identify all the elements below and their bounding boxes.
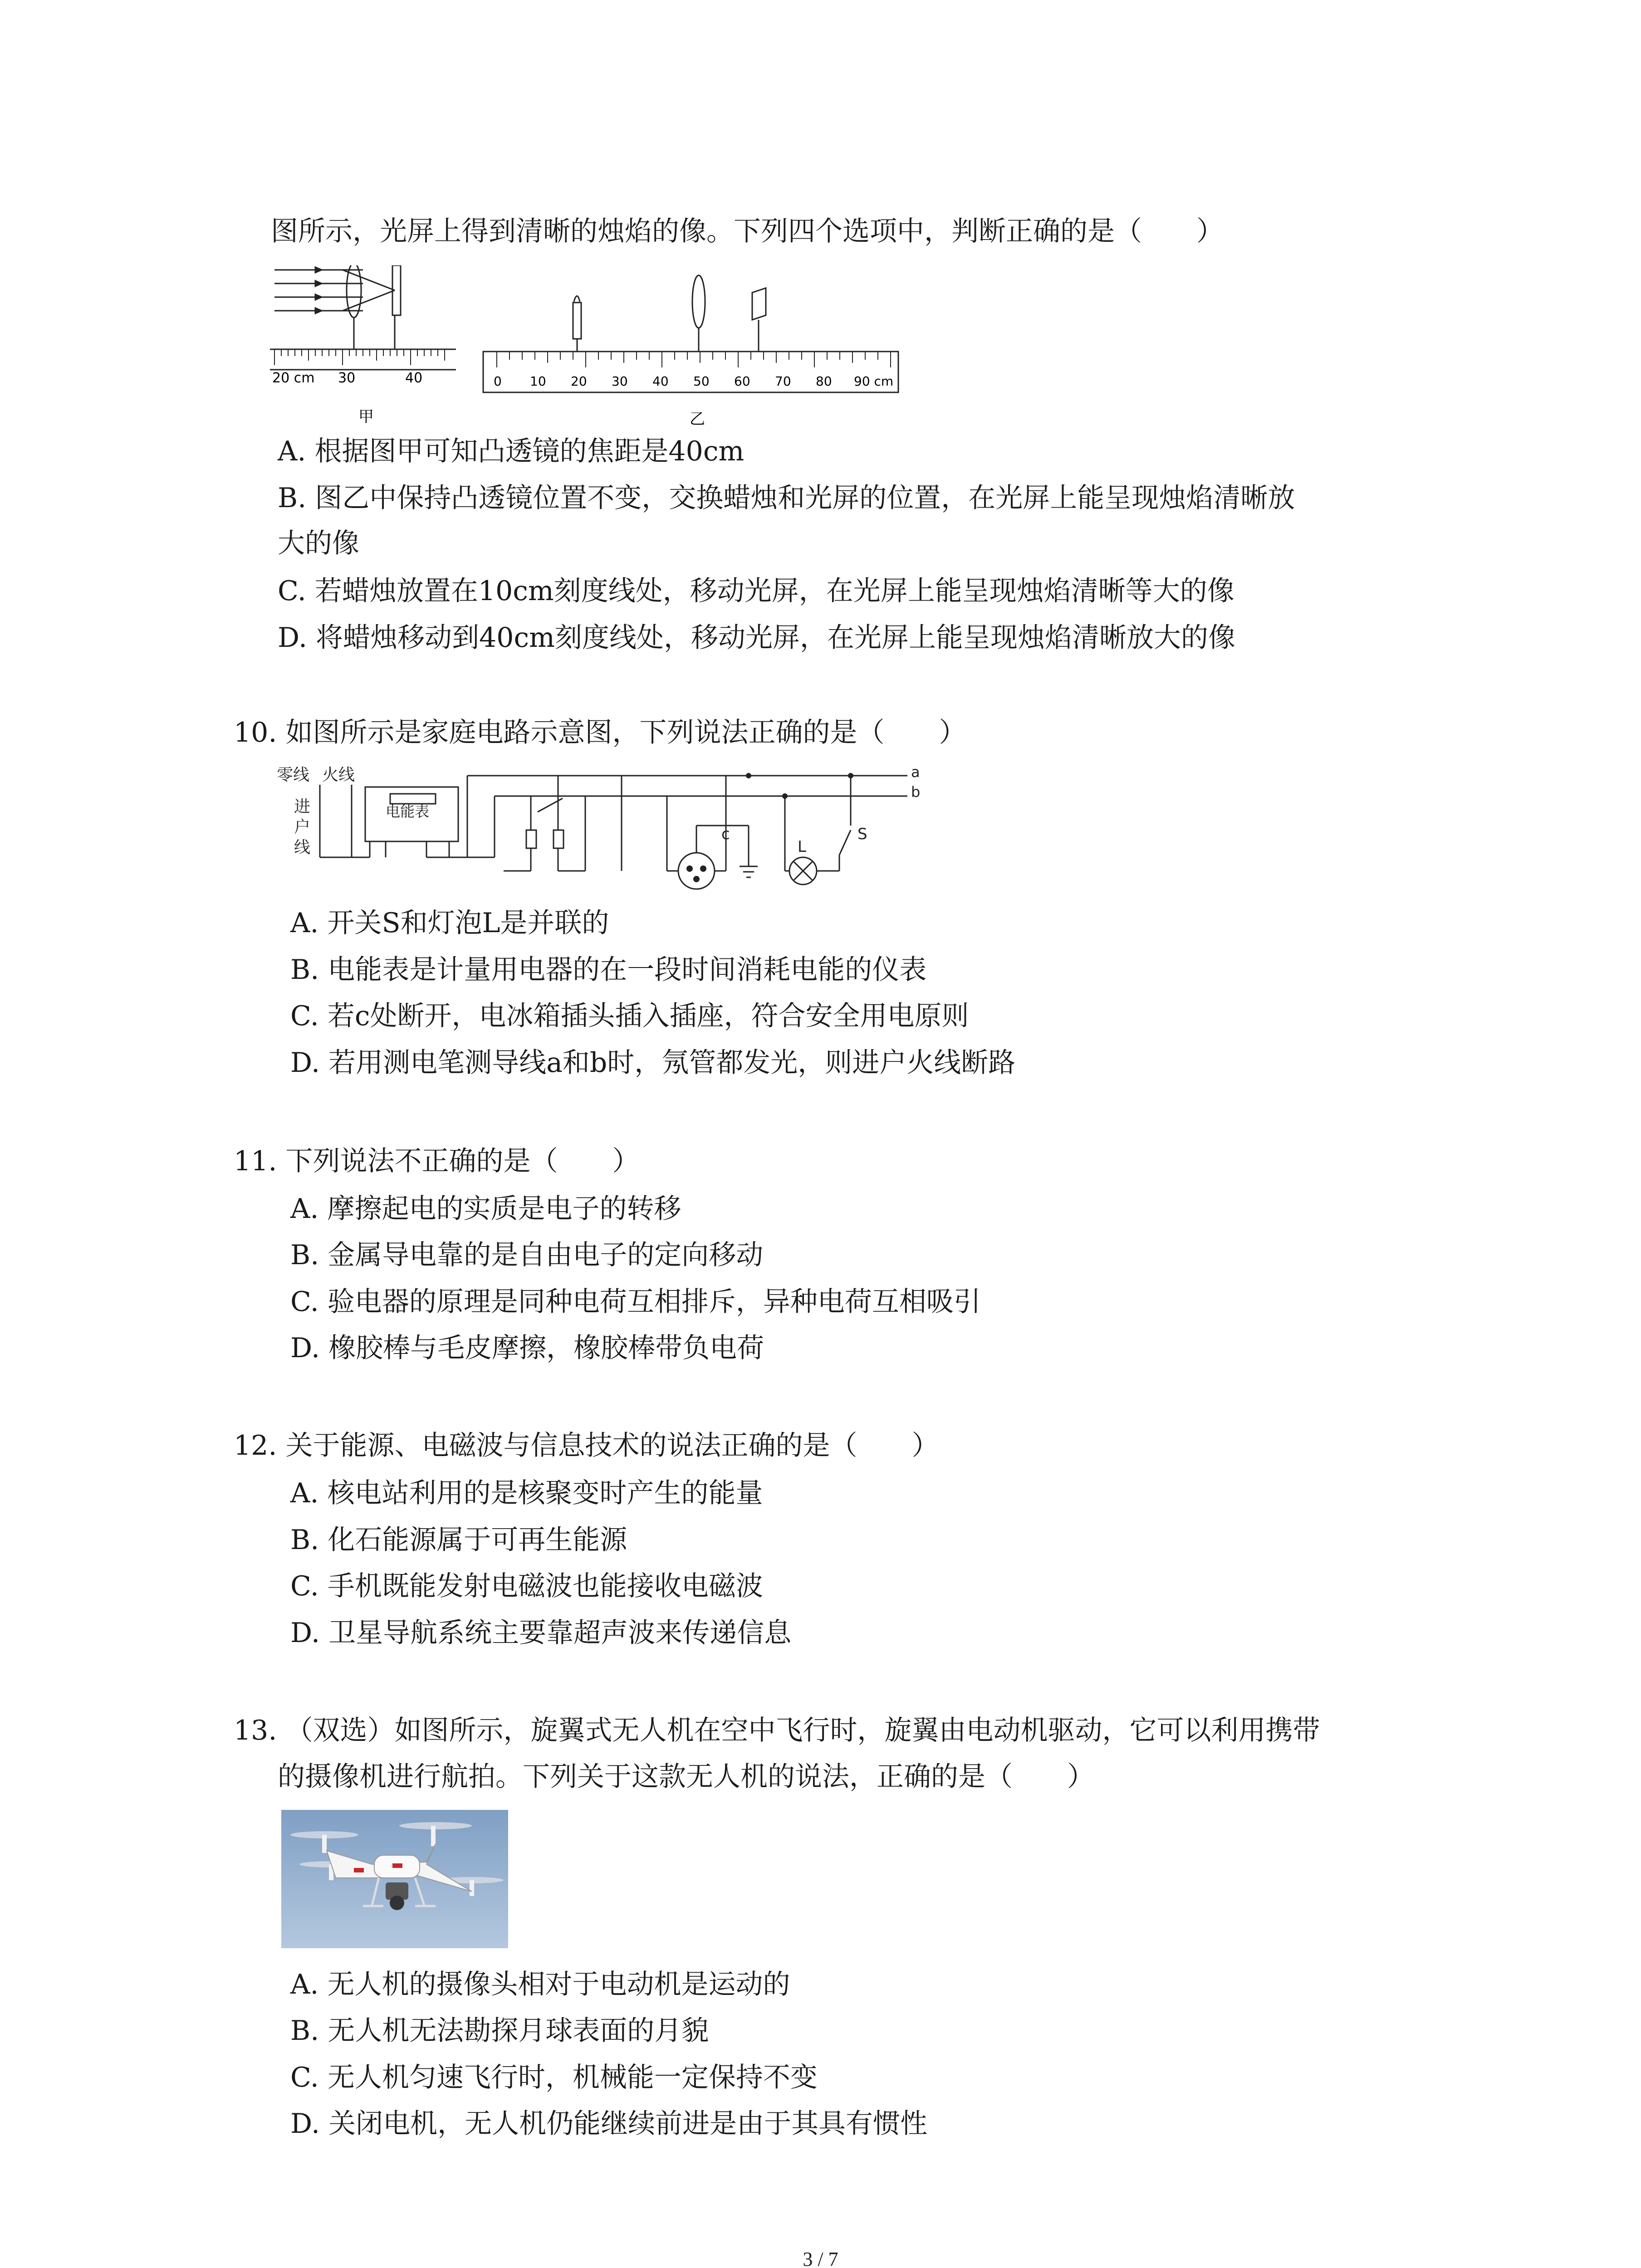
yi-tick-90: 90 cm: [854, 374, 894, 389]
q12-option-d: D. 卫星导航系统主要靠超声波来传递信息: [290, 1617, 792, 1649]
q9-option-b: B. 图乙中保持凸透镜位置不变，交换蜡烛和光屏的位置，在光屏上能呈现烛焰清晰放: [278, 482, 1295, 514]
yi-tick-60: 60: [734, 374, 750, 389]
entry-label-2: 户: [294, 818, 311, 836]
entry-label-1: 进: [294, 797, 311, 816]
q12-option-b: B. 化石能源属于可再生能源: [290, 1524, 627, 1556]
q13-option-c: C. 无人机匀速飞行时，机械能一定保持不变: [290, 2062, 818, 2093]
yi-tick-70: 70: [775, 374, 791, 389]
jia-tick-40: 40: [405, 370, 423, 386]
yi-caption: 乙: [690, 410, 705, 428]
neutral-label: 零线: [277, 766, 310, 784]
q9-option-c: C. 若蜡烛放置在10cm刻度线处，移动光屏，在光屏上能呈现烛焰清晰等大的像: [278, 575, 1234, 607]
q9-figure-jia: [270, 265, 460, 438]
live-label: 火线: [322, 766, 355, 784]
q12-option-c: C. 手机既能发射电磁波也能接收电磁波: [290, 1570, 763, 1602]
wire-a-label: a: [911, 763, 920, 781]
jia-tick-30: 30: [338, 370, 356, 386]
jia-tick-20: 20 cm: [272, 370, 315, 386]
wire-b-label: b: [911, 783, 921, 801]
q10-option-c: C. 若c处断开，电冰箱插头插入插座，符合安全用电原则: [290, 1000, 969, 1032]
yi-tick-10: 10: [530, 374, 546, 389]
q11-option-a: A. 摩擦起电的实质是电子的转移: [290, 1193, 681, 1225]
q10-stem: 10. 如图所示是家庭电路示意图，下列说法正确的是（ ）: [234, 717, 966, 748]
q13-stem-line1: 13. （双选）如图所示，旋翼式无人机在空中飞行时，旋翼由电动机驱动，它可以利用携带: [234, 1715, 1320, 1746]
page-number: 3 / 7: [803, 2248, 838, 2268]
q10-circuit-diagram: [277, 762, 944, 903]
q9-option-b-cont: 大的像: [278, 528, 359, 559]
q10-option-a: A. 开关S和灯泡L是并联的: [290, 907, 609, 939]
q12-stem: 12. 关于能源、电磁波与信息技术的说法正确的是（ ）: [234, 1430, 939, 1461]
yi-tick-50: 50: [693, 374, 710, 389]
q9-figure-yi: [481, 274, 903, 440]
meter-label: 电能表: [386, 803, 430, 820]
q11-option-d: D. 橡胶棒与毛皮摩擦，橡胶棒带负电荷: [290, 1332, 764, 1364]
q13-option-b: B. 无人机无法勘探月球表面的月貌: [290, 2015, 709, 2047]
q13-stem-line2: 的摄像机进行航拍。下列关于这款无人机的说法，正确的是（ ）: [278, 1761, 1094, 1793]
q11-option-c: C. 验电器的原理是同种电荷互相排斥，异种电荷互相吸引: [290, 1286, 981, 1318]
q13-option-a: A. 无人机的摄像头相对于电动机是运动的: [290, 1969, 790, 2000]
wire-c-label: c: [721, 825, 730, 843]
jia-caption: 甲: [358, 408, 374, 426]
q9-option-a: A. 根据图甲可知凸透镜的焦距是40cm: [278, 435, 745, 467]
yi-tick-0: 0: [494, 374, 502, 389]
q13-option-d: D. 关闭电机，无人机仍能继续前进是由于其具有惯性: [290, 2108, 928, 2140]
q10-option-b: B. 电能表是计量用电器的在一段时间消耗电能的仪表: [290, 954, 927, 986]
q10-option-d: D. 若用测电笔测导线a和b时，氖管都发光，则进户火线断路: [290, 1047, 1016, 1079]
yi-tick-40: 40: [652, 374, 669, 389]
yi-tick-20: 20: [571, 374, 587, 389]
q9-option-d: D. 将蜡烛移动到40cm刻度线处，移动光屏，在光屏上能呈现烛焰清晰放大的像: [278, 622, 1235, 654]
entry-label-3: 线: [294, 838, 311, 857]
q9-stem: 图所示，光屏上得到清晰的烛焰的像。下列四个选项中，判断正确的是（ ）: [271, 215, 1224, 247]
q11-stem: 11. 下列说法不正确的是（ ）: [234, 1145, 640, 1177]
lamp-label: L: [798, 838, 806, 856]
q11-option-b: B. 金属导电靠的是自由电子的定向移动: [290, 1239, 764, 1271]
yi-tick-80: 80: [816, 374, 832, 389]
q12-option-a: A. 核电站利用的是核聚变时产生的能量: [290, 1477, 763, 1509]
yi-tick-30: 30: [612, 374, 628, 389]
drone-photo: [281, 1810, 508, 1948]
switch-label: S: [857, 825, 867, 843]
